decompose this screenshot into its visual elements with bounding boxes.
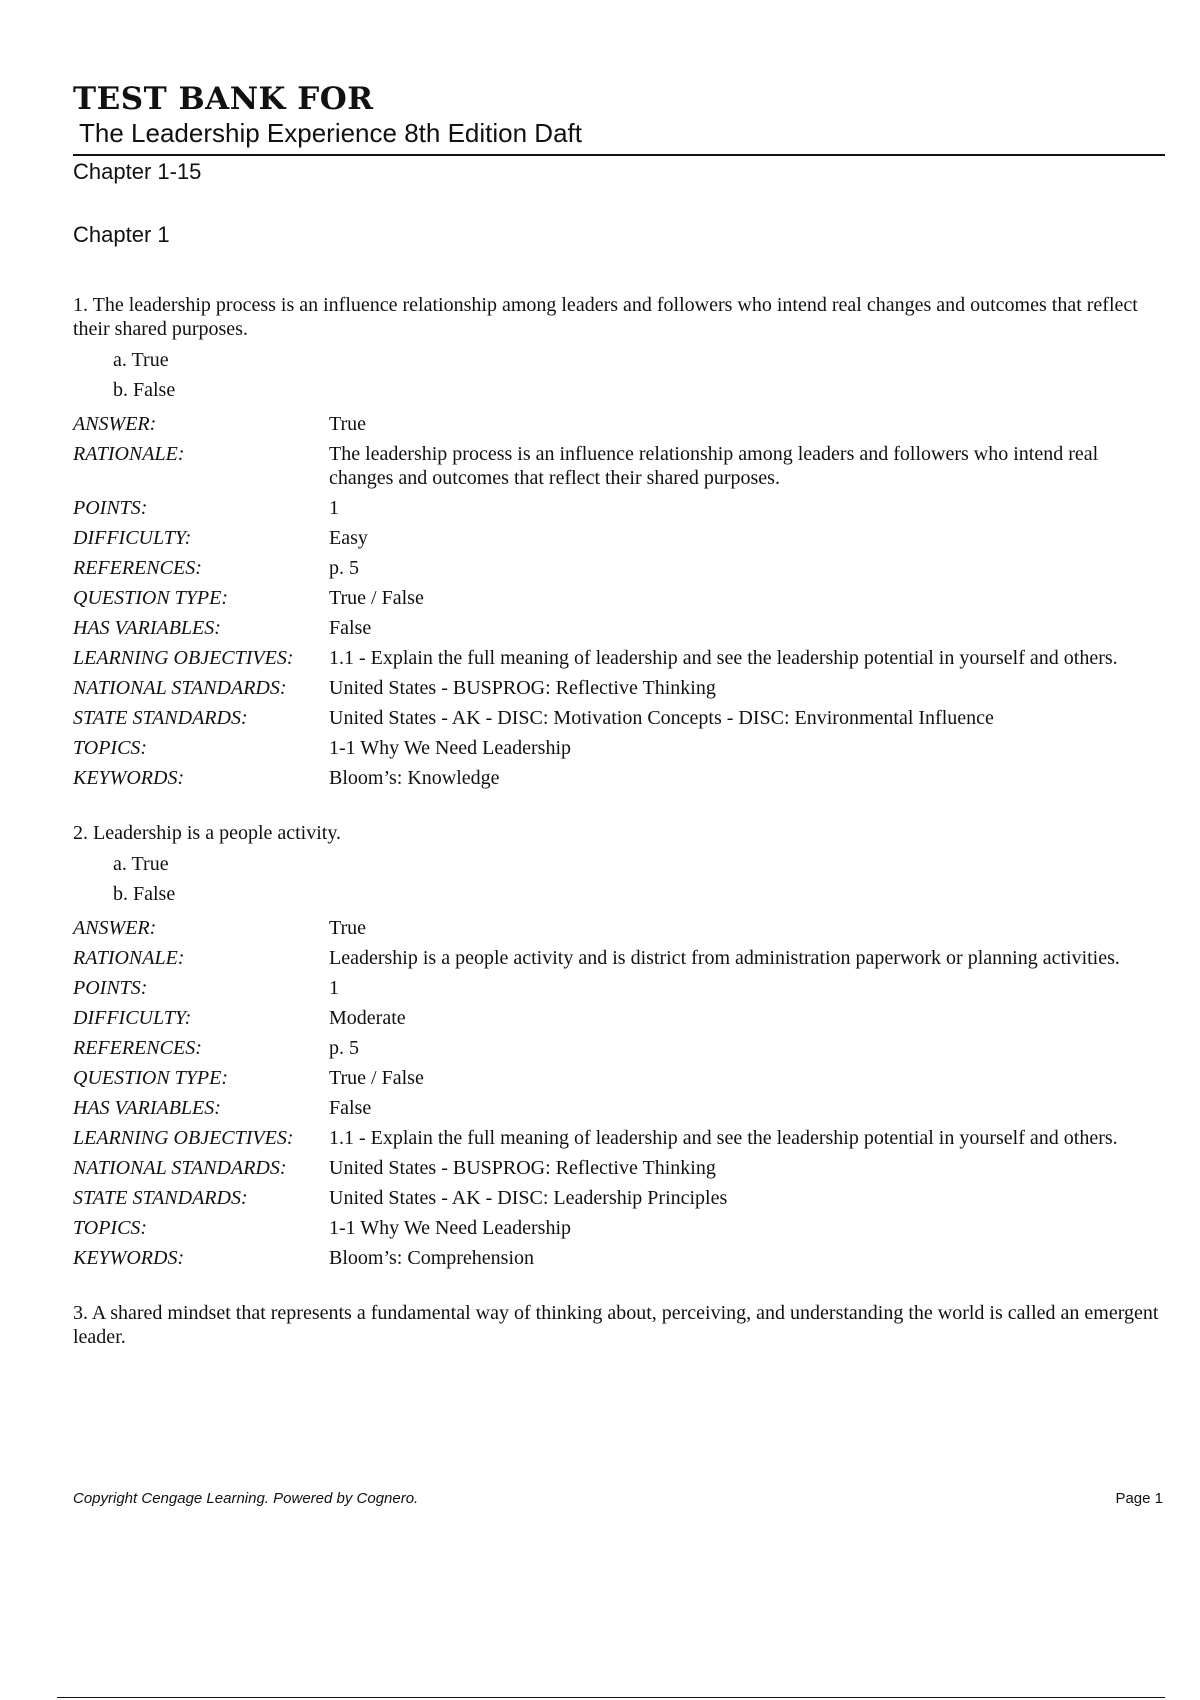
topics-label: TOPICS:: [73, 737, 148, 759]
page-number: Page 1: [1115, 1490, 1163, 1507]
answer-choices: [113, 849, 1163, 909]
header-rule: [73, 154, 1165, 156]
answer-value: True: [329, 413, 367, 435]
learning-objectives-label: LEARNING OBJECTIVES:: [73, 1127, 294, 1149]
points-label: POINTS:: [73, 977, 148, 999]
question-stem: 1. The leadership process is an influence relationship among leaders and followers who intend real changes and outcomes that reflect their shared purposes.: [73, 294, 1138, 340]
choice-b: b. False: [113, 379, 176, 401]
learning-objectives-label: LEARNING OBJECTIVES:: [73, 647, 294, 669]
keywords-value: Bloom’s: Comprehension: [329, 1247, 534, 1269]
copyright-text: Copyright Cengage Learning. Powered by Cognero.: [73, 1490, 419, 1507]
keywords-value: Bloom’s: Knowledge: [329, 767, 500, 789]
references-value: p. 5: [329, 557, 359, 579]
question-type-label: QUESTION TYPE:: [73, 587, 229, 609]
references-label: REFERENCES:: [73, 1037, 202, 1059]
difficulty-value: Easy: [329, 527, 368, 549]
state-standards-label: STATE STANDARDS:: [73, 1187, 248, 1209]
answer-choices: [113, 345, 1163, 405]
references-value: p. 5: [329, 1037, 359, 1059]
national-standards-label: NATIONAL STANDARDS:: [73, 1157, 287, 1179]
answer-label: ANSWER:: [73, 917, 157, 939]
answer-value: True: [329, 917, 367, 939]
has-variables-value: False: [329, 1097, 372, 1119]
answer-label: ANSWER:: [73, 413, 157, 435]
references-label: REFERENCES:: [73, 557, 202, 579]
page-bottom-rule: [57, 1697, 1165, 1698]
rationale-value: The leadership process is an influence relationship among leaders and followers who intend real changes and outcomes that reflect their shared purposes.: [329, 443, 1099, 489]
rationale-value: Leadership is a people activity and is district from administration paperwork or planning activities.: [329, 947, 1120, 969]
keywords-label: KEYWORDS:: [73, 1247, 185, 1269]
question-type-value: True / False: [329, 1067, 424, 1089]
question-1: [73, 293, 1163, 793]
rationale-label: RATIONALE:: [73, 947, 185, 969]
choice-a: a. True: [113, 349, 169, 371]
has-variables-label: HAS VARIABLES:: [73, 617, 221, 639]
state-standards-value: United States - AK - DISC: Leadership Principles: [329, 1187, 728, 1209]
question-type-value: True / False: [329, 587, 424, 609]
question-type-label: QUESTION TYPE:: [73, 1067, 229, 1089]
question-stem: 2. Leadership is a people activity.: [73, 822, 342, 844]
national-standards-value: United States - BUSPROG: Reflective Thinking: [329, 1157, 716, 1179]
chapter-range: Chapter 1-15: [73, 159, 202, 184]
difficulty-label: DIFFICULTY:: [73, 527, 192, 549]
topics-label: TOPICS:: [73, 1217, 148, 1239]
state-standards-value: United States - AK - DISC: Motivation Concepts - DISC: Environmental Influence: [329, 707, 994, 729]
question-3: [73, 1301, 1163, 1349]
points-label: POINTS:: [73, 497, 148, 519]
points-value: 1: [329, 497, 339, 519]
rationale-label: RATIONALE:: [73, 443, 185, 465]
question-2: [73, 821, 1163, 1273]
has-variables-label: HAS VARIABLES:: [73, 1097, 221, 1119]
document-page: [73, 80, 1163, 1349]
difficulty-value: Moderate: [329, 1007, 406, 1029]
question-metadata: [73, 913, 1163, 1273]
topics-value: 1-1 Why We Need Leadership: [329, 1217, 572, 1239]
question-stem: 3. A shared mindset that represents a fundamental way of thinking about, perceiving, and understanding the world is called an emergent leader.: [73, 1302, 1159, 1348]
points-value: 1: [329, 977, 339, 999]
document-title: TEST BANK FOR: [73, 81, 374, 117]
state-standards-label: STATE STANDARDS:: [73, 707, 248, 729]
choice-b: b. False: [113, 883, 176, 905]
learning-objectives-value: 1.1 - Explain the full meaning of leadership and see the leadership potential in yourself and others.: [329, 647, 1118, 669]
keywords-label: KEYWORDS:: [73, 767, 185, 789]
book-title: The Leadership Experience 8th Edition Daft: [79, 118, 582, 148]
national-standards-value: United States - BUSPROG: Reflective Thinking: [329, 677, 716, 699]
difficulty-label: DIFFICULTY:: [73, 1007, 192, 1029]
learning-objectives-value: 1.1 - Explain the full meaning of leadership and see the leadership potential in yourself and others.: [329, 1127, 1118, 1149]
topics-value: 1-1 Why We Need Leadership: [329, 737, 572, 759]
chapter-heading: Chapter 1: [73, 222, 170, 247]
choice-a: a. True: [113, 853, 169, 875]
question-metadata: [73, 409, 1163, 793]
national-standards-label: NATIONAL STANDARDS:: [73, 677, 287, 699]
has-variables-value: False: [329, 617, 372, 639]
